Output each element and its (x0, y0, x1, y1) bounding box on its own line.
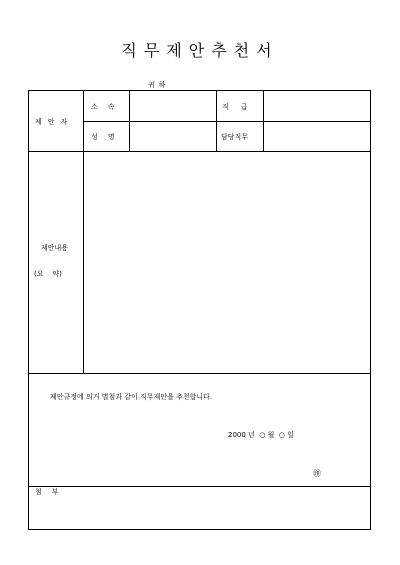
column-divider (83, 91, 84, 373)
row-divider (83, 121, 371, 122)
affiliation-label: 소속 (91, 103, 125, 111)
attachment-label: 첨부 (35, 488, 69, 496)
position-label: 직급 (222, 103, 260, 111)
proposer-label: 제안자 (35, 118, 74, 126)
document-title: 직무제안추천서 (121, 41, 279, 60)
signature-date: 2000 년 ○ 월 ○ 일 (228, 431, 294, 439)
recommendation-statement: 제안규정에 의거 별첨과 같이 직무제안을 추천합니다. (50, 393, 213, 401)
duty-label: 담당직무 (221, 133, 249, 141)
seal-mark: ㊞ (313, 469, 321, 478)
row-divider (29, 373, 371, 374)
row-divider (29, 486, 371, 487)
addressee-label: 귀하 (148, 81, 170, 89)
name-label: 성명 (91, 133, 125, 141)
form-table (28, 90, 371, 530)
content-sublabel: (요 약) (34, 270, 62, 278)
column-divider (216, 91, 217, 151)
content-label: 제안내용 (41, 244, 69, 252)
column-divider (129, 91, 130, 151)
row-divider (29, 151, 371, 152)
column-divider (263, 91, 264, 151)
